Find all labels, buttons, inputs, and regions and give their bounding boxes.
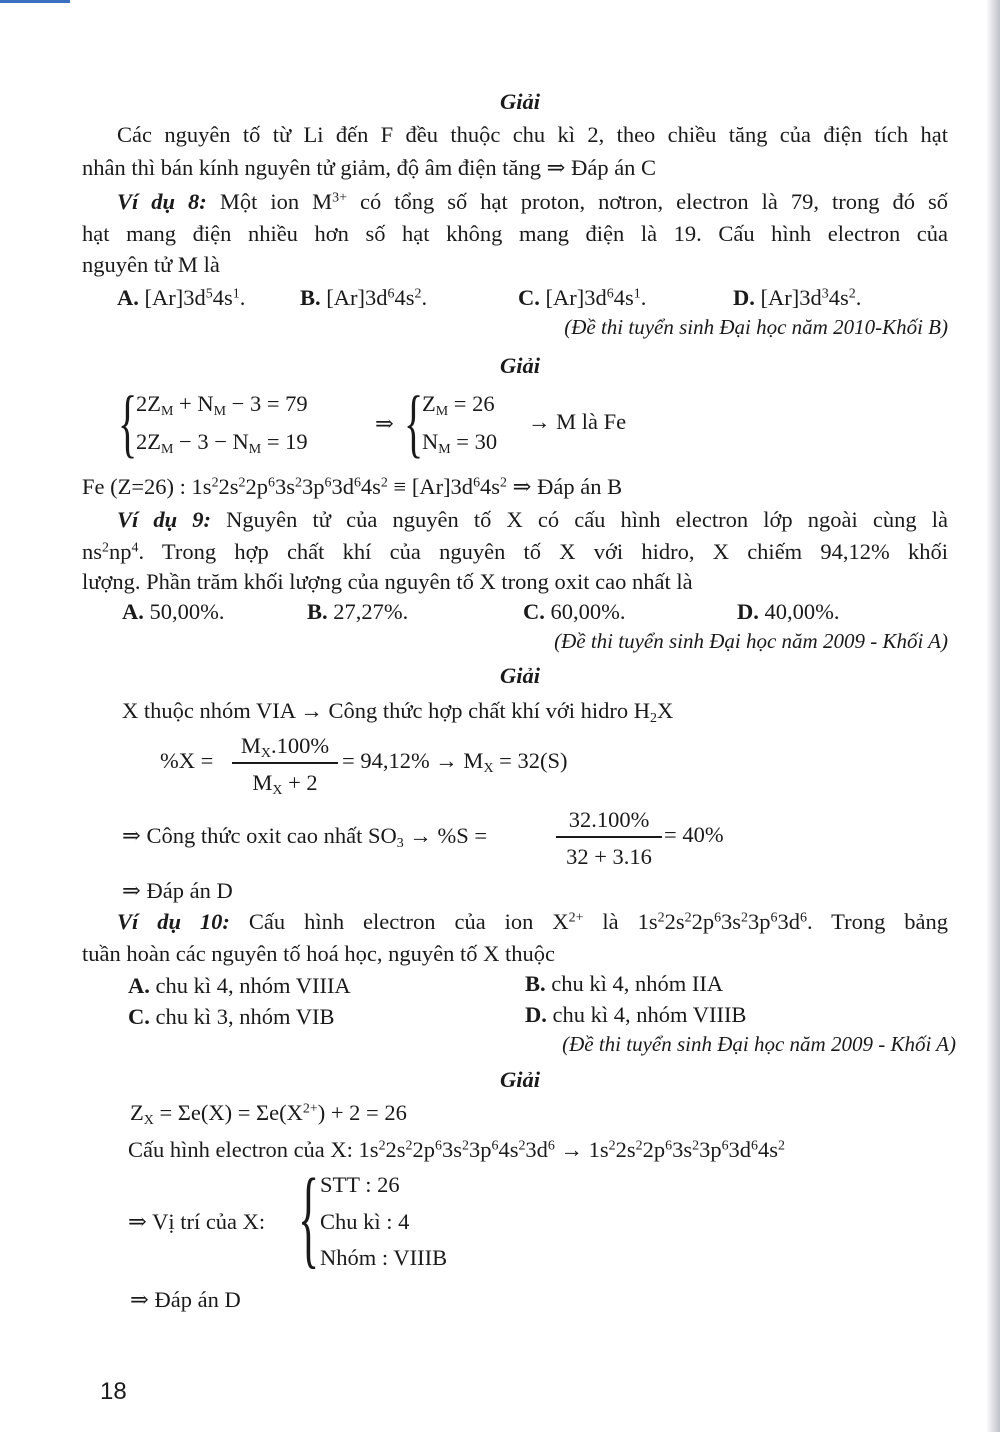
example-label: Ví dụ 10: xyxy=(117,909,230,934)
fraction-denominator: 32 + 3.16 xyxy=(566,844,652,869)
paragraph-line: nhân thì bán kính nguyên tử giảm, độ âm điện tăng ⇒ Đáp án C xyxy=(82,155,657,180)
solution-line: X thuộc nhóm VIA → Công thức hợp chất khí với hidro $H_2X$ xyxy=(122,698,674,727)
position-item: STT : 26 xyxy=(320,1172,400,1197)
formula-result: = $94,12\% \to M_X = 32(S)$ xyxy=(342,748,568,777)
fraction-bar xyxy=(556,836,662,838)
solution-heading: Giải xyxy=(499,663,540,688)
option-d: D. 40,00%. xyxy=(737,599,840,624)
page-number: 18 xyxy=(100,1378,127,1405)
paragraph-line: Các nguyên tố từ Li đến F đều thuộc chu kì 2, theo chiều tăng của điện tích hạt xyxy=(117,122,948,147)
option-a: A. $[Ar]3d^54s^1$. xyxy=(117,285,246,310)
brace-symbol: { xyxy=(404,380,424,466)
brace-symbol: { xyxy=(298,1156,320,1279)
example-10-line: Ví dụ 10: Cấu hình electron của ion $X^{2+}$ là $1s^22s^22p^63s^23p^63d^6$. Trong bảng xyxy=(117,909,949,934)
position-label: ⇒ Vị trí của X: xyxy=(128,1209,266,1234)
equation: $Z_M = 26$ xyxy=(422,391,495,420)
answer: ⇒ Đáp án D xyxy=(122,878,233,903)
example-label: Ví dụ 9: xyxy=(117,507,212,532)
option-b: B. 27,27%. xyxy=(307,599,409,624)
formula-label: %X = xyxy=(160,748,214,773)
electron-config: Cấu hình electron của X: $1s^22s^22p^63s^23p^64s^23d^6 \to 1s^22s^22p^63s^23p^63d^64s^2$ xyxy=(128,1137,785,1162)
example-label: Ví dụ 8: xyxy=(117,189,207,214)
implies-symbol: ⇒ xyxy=(375,411,394,436)
option-a: A. chu kì 4, nhóm VIIIA xyxy=(128,973,351,998)
paragraph-line: $ns^2np^4$. Trong hợp chất khí của nguyên tố X với hidro, X chiếm 94,12% khối xyxy=(82,539,948,564)
option-a: A. 50,00%. xyxy=(122,599,225,624)
option-d: D. chu kì 4, nhóm VIIIB xyxy=(525,1002,747,1027)
equation: $2Z_M - 3 - N_M = 19$ xyxy=(136,429,308,458)
paragraph-line: nguyên tử M là xyxy=(82,252,220,277)
option-b: B. $[Ar]3d^64s^2$. xyxy=(300,285,428,310)
equation: $2Z_M + N_M - 3 = 79$ xyxy=(136,391,308,420)
paragraph-line: lượng. Phần trăm khối lượng của nguyên tố X trong oxit cao nhất là xyxy=(82,569,693,594)
formula-label: ⇒ Công thức oxit cao nhất $SO_3 \to \%S$ = xyxy=(122,823,488,852)
option-c: C. $[Ar]3d^64s^1$. xyxy=(518,285,647,310)
example-8-line: Ví dụ 8: Một ion $M^{3+}$ có tổng số hạt proton, nơtron, electron là 79, trong đó số xyxy=(117,189,949,214)
equation: $N_M = 30$ xyxy=(422,429,498,458)
formula-result: = 40% xyxy=(664,822,724,847)
result: → M là Fe xyxy=(528,409,627,434)
solution-heading: Giải xyxy=(499,353,540,378)
option-b: B. chu kì 4, nhóm IIA xyxy=(525,971,724,996)
electron-config: Fe (Z=26) : $1s^22s^22p^63s^23p^63d^64s^2 \equiv [Ar]3d^64s^2$ ⇒ Đáp án B xyxy=(82,474,623,499)
page-edge-shadow xyxy=(986,0,1000,1432)
source-citation: (Đề thi tuyển sinh Đại học năm 2009 - Khối A) xyxy=(554,629,948,653)
option-c: C. chu kì 3, nhóm VIB xyxy=(128,1004,335,1029)
position-item: Chu kì : 4 xyxy=(320,1209,410,1234)
position-item: Nhóm : VIIIB xyxy=(320,1245,448,1270)
option-c: C. 60,00%. xyxy=(523,599,626,624)
fraction-numerator: 32.100% xyxy=(568,807,650,832)
source-citation: (Đề thi tuyển sinh Đại học năm 2010-Khối B) xyxy=(564,315,948,339)
equation: $Z_X = \Sigma e(X) = \Sigma e(X^{2+}) + 2 = 26$ xyxy=(130,1100,407,1129)
source-citation: (Đề thi tuyển sinh Đại học năm 2009 - Khối A) xyxy=(562,1032,956,1056)
fraction-numerator: $M_X.100\%$ xyxy=(240,733,330,762)
fraction-bar xyxy=(232,762,338,764)
paragraph-line: tuần hoàn các nguyên tố hoá học, nguyên tố X thuộc xyxy=(82,941,555,966)
scan-edge-mark xyxy=(0,0,70,3)
paragraph-line: hạt mang điện nhiều hơn số hạt không mang điện là 19. Cấu hình electron của xyxy=(82,221,948,246)
brace-symbol: { xyxy=(118,380,138,466)
option-d: D. $[Ar]3d^34s^2$. xyxy=(733,285,862,310)
fraction-denominator: $M_X + 2$ xyxy=(252,770,318,799)
answer: ⇒ Đáp án D xyxy=(130,1287,241,1312)
example-9-line: Ví dụ 9: Nguyên tử của nguyên tố X có cấu hình electron lớp ngoài cùng là xyxy=(117,507,949,532)
solution-heading: Giải xyxy=(499,89,540,114)
solution-heading: Giải xyxy=(499,1067,540,1092)
